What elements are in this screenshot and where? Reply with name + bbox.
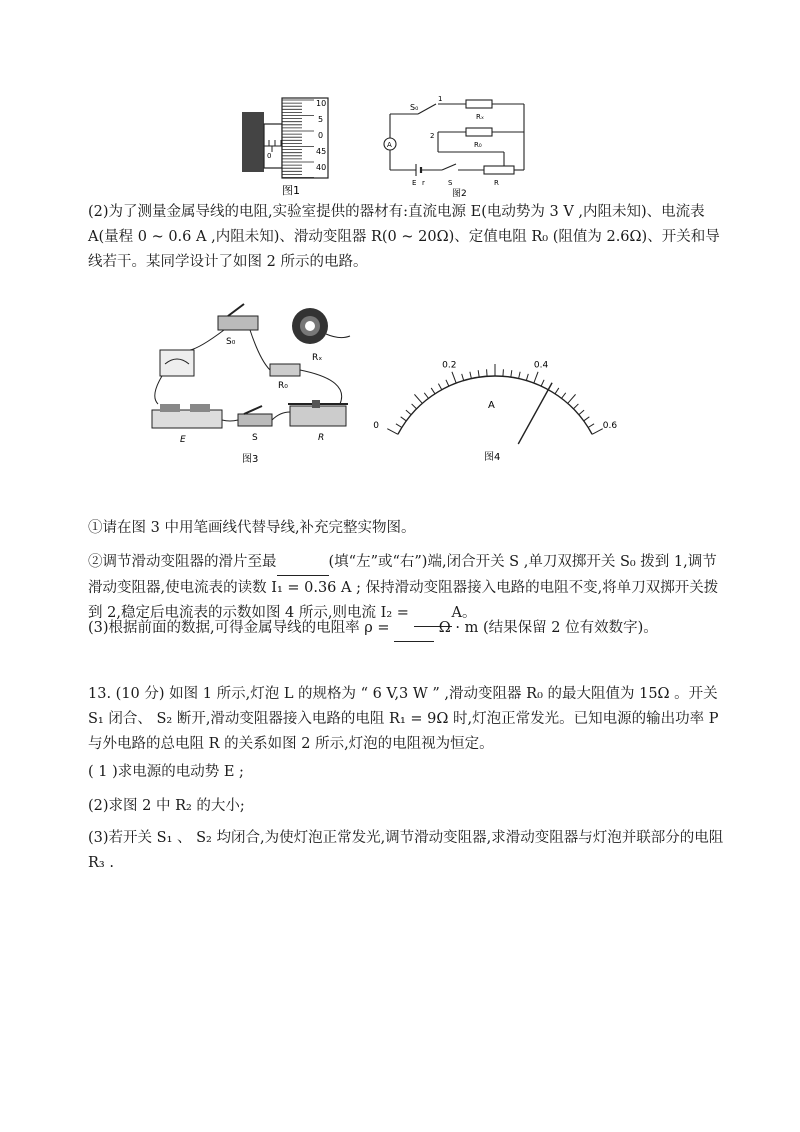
fig4-tick [401, 417, 407, 421]
fig4-tick [555, 388, 559, 394]
fig4-tick [511, 370, 512, 377]
fig4-tick [424, 393, 428, 399]
sub2-text-c: A。 [451, 605, 477, 621]
fig2-pos1-label: 1 [438, 95, 443, 103]
figure-2-circuit [376, 92, 536, 198]
fig2-rheostat-label: R [494, 179, 499, 187]
sub2-blank-direction[interactable] [277, 550, 329, 576]
fig4-tick [573, 404, 578, 409]
fig4-tick [562, 393, 566, 399]
fig4-tick [478, 370, 479, 377]
fig4-tick [452, 372, 456, 383]
q13-question-1: ( 1 )求电源的电动势 E ; [88, 764, 244, 780]
fig3-r-label: R [318, 433, 325, 443]
fig1-caption: 图1 [282, 184, 300, 197]
fig3-e-label: E [180, 435, 186, 445]
fig4-tick [446, 380, 449, 386]
fig4-tick [526, 374, 528, 381]
fig4-tick [414, 394, 422, 403]
fig4-tick [431, 388, 435, 394]
fig4-tick [406, 410, 411, 415]
fig1-scale-label: 45 [316, 147, 327, 156]
fig4-tick [462, 374, 464, 381]
fig3-caption: 图3 [242, 454, 259, 465]
fig2-ammeter-label: A [387, 141, 392, 149]
part3-blank-resistivity[interactable] [394, 616, 434, 642]
fig4-tick [396, 424, 402, 428]
fig4-unit-label: A [488, 400, 495, 411]
fig4-scale-label: 0.6 [602, 420, 618, 431]
fig4-scale-label: 0 [373, 420, 379, 431]
q13-question-3: (3)若开关 S₁ 、 S₂ 均闭合,为使灯泡正常发光,调节滑动变阻器,求滑动变阻器与灯泡并联部分的电阻 R₃ . [88, 830, 724, 871]
fig1-scale-label: 40 [316, 163, 327, 172]
fig4-tick [534, 372, 538, 383]
fig4-scale-label: 0.2 [442, 360, 457, 371]
fig4-scale-label: 0.4 [533, 360, 549, 371]
fig3-s-label: S [252, 433, 258, 443]
part3-text-a: (3)根据前面的数据,可得金属导线的电阻率 ρ = [88, 620, 390, 636]
fig2-rx-label: Rₓ [476, 113, 484, 121]
fig4-tick [519, 372, 521, 379]
figure-3-setup [140, 300, 360, 470]
figure-4-ammeter-dial [373, 346, 618, 470]
fig4-tick [487, 369, 488, 376]
fig3-rx-label: Rₓ [312, 353, 323, 363]
sub2-text-a: ②调节滑动变阻器的滑片至最 [88, 554, 277, 570]
fig2-e-label: E [412, 179, 417, 187]
fig1-scale-label: 0 [318, 131, 324, 140]
fig3-s0-label: S₀ [226, 337, 236, 347]
fig2-s-label: S [448, 179, 453, 187]
fig4-tick [592, 429, 603, 435]
q13-intro: 13. (10 分) 如图 1 所示,灯泡 L 的规格为 “ 6 V,3 W ” ,滑动变阻器 R₀ 的最大阻值为 15Ω 。开关 S₁ 闭合、 S₂ 断开,滑动变阻器接入电路的电阻 R₁ = 9Ω 时,灯泡正常发光。已知电源的输出功率 P 与外电路的总电阻 R 的关系如图 2 所示,灯泡的电阻视为恒定。 [88, 686, 719, 752]
fig4-tick [387, 429, 398, 435]
fig1-main-scale-label: 0 [267, 152, 272, 160]
part3-block [88, 616, 728, 642]
fig4-tick [438, 384, 441, 390]
fig4-tick [412, 404, 417, 409]
fig4-tick [588, 424, 594, 428]
fig4-pointer [518, 383, 552, 444]
fig4-tick [579, 410, 584, 415]
part3-text-b: Ω · m (结果保留 2 位有效数字)。 [438, 620, 658, 636]
sub1-text: ①请在图 3 中用笔画线代替导线,补充完整实物图。 [88, 520, 416, 536]
q13-question-2: (2)求图 2 中 R₂ 的大小; [88, 798, 245, 814]
q12-part2-text: (2)为了测量金属导线的电阻,实验室提供的器材有:直流电源 E(电动势为 3 V ,内阻未知)、电流表 A(量程 0 ~ 0.6 A ,内阻未知)、滑动变阻器 R(0 ~ 20Ω)、定值电阻 R₀ (阻值为 2.6Ω)、开关和导线若干。某同学设计了如图 2 所示的电路。 [88, 204, 720, 270]
fig3-r0-label: R₀ [278, 381, 288, 391]
fig2-s0-label: S₀ [410, 103, 419, 112]
figure-1-micrometer [236, 94, 346, 198]
fig4-tick [541, 380, 544, 386]
fig1-scale-label: 5 [318, 115, 324, 124]
fig2-caption: 图2 [452, 189, 467, 199]
fig4-tick [503, 369, 504, 376]
fig4-tick [584, 417, 590, 421]
fig2-r-label: r [422, 179, 425, 187]
fig4-tick [568, 394, 576, 403]
fig4-tick [470, 372, 472, 379]
fig2-pos2-label: 2 [430, 132, 435, 140]
fig2-r0-label: R₀ [474, 141, 482, 149]
sub2-text-b: (填“左”或“右”)端,闭合开关 S ,单刀双掷开关 S₀ 拨到 1,调节滑动变阻器,使电流表的读数 I₁ = 0.36 A ; 保持滑动变阻器接入电路的电阻不变,将单刀双掷开关拨到 2,稳定后电流表的示数如图 4 所示,则电流 I₂ = [88, 554, 719, 621]
fig1-scale-label: 10 [316, 99, 327, 108]
fig4-caption: 图4 [484, 452, 501, 463]
